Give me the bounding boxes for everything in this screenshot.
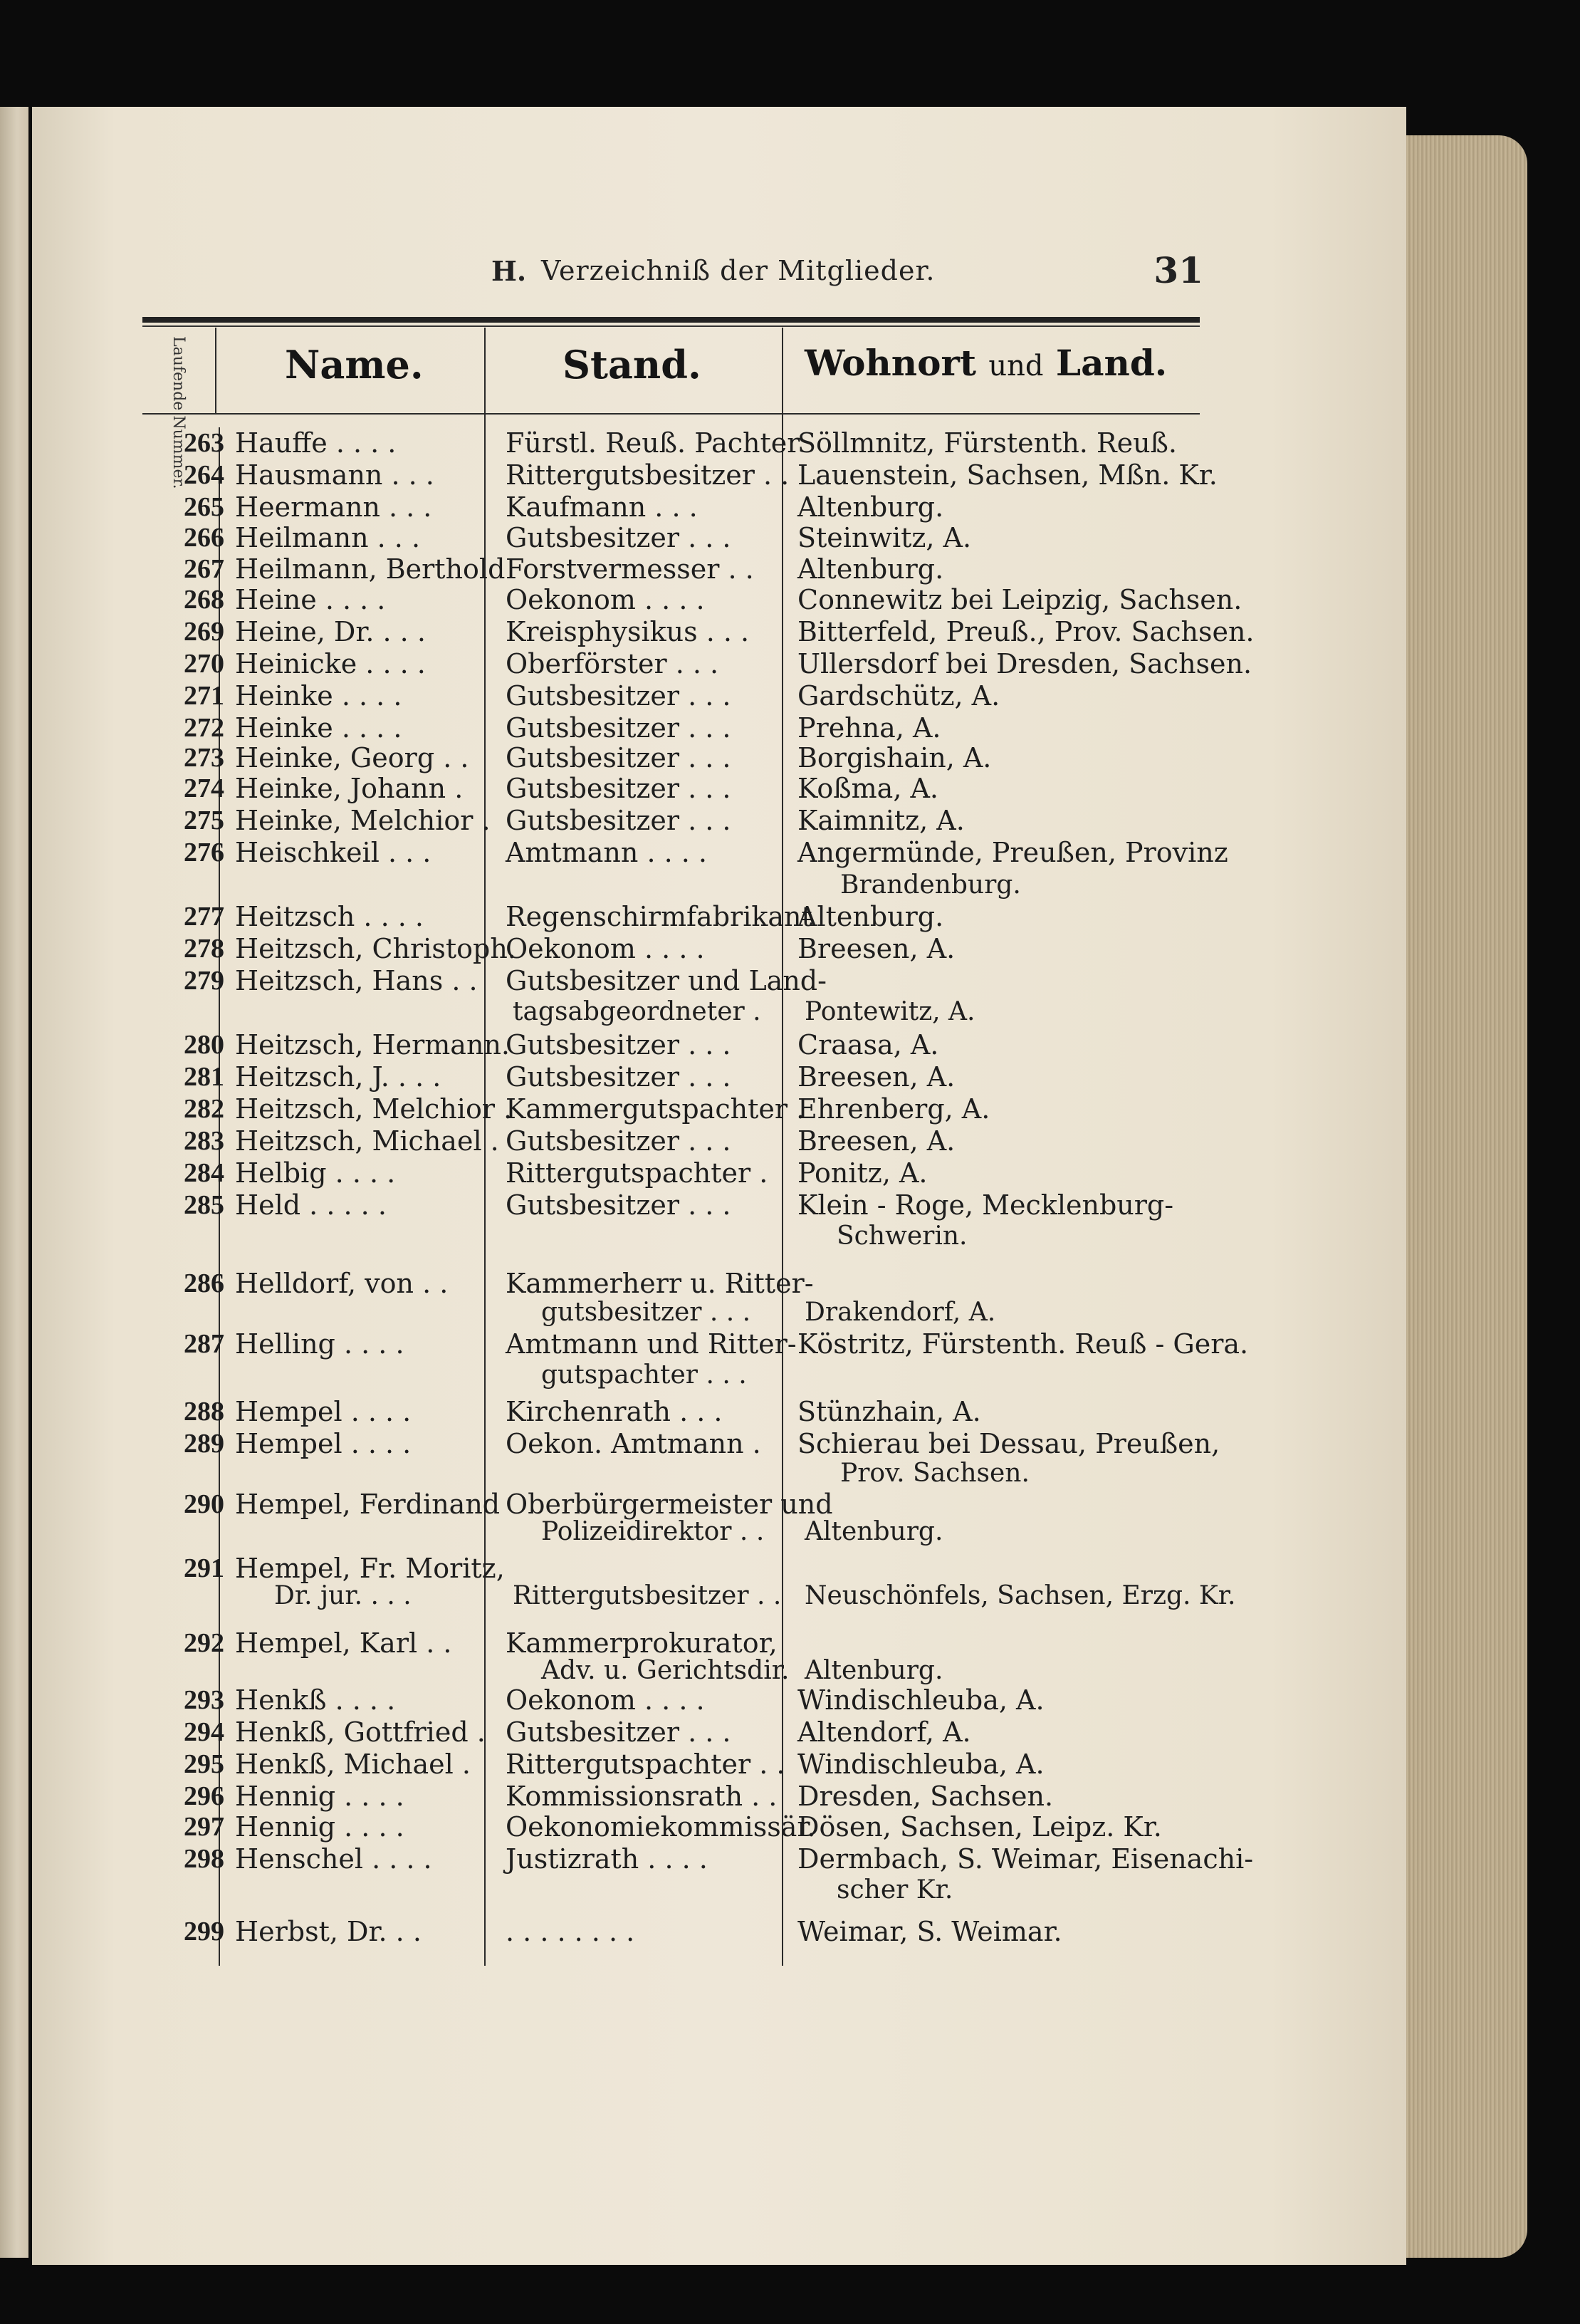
member-stand: Gutsbesitzer . . . — [506, 1029, 731, 1061]
page-number: 31 — [1153, 249, 1203, 291]
member-stand: Oekonom . . . . — [506, 584, 705, 615]
row-number: 292 — [184, 1628, 224, 1658]
member-residence: Ponitz, A. — [797, 1157, 928, 1189]
member-name: Heinke . . . . — [235, 712, 402, 744]
member-residence: Dresden, Sachsen. — [797, 1781, 1054, 1812]
member-name: Heinke, Georg . . — [235, 742, 469, 773]
member-name: Heitzsch, J. . . . — [235, 1061, 441, 1093]
row-number: 270 — [184, 649, 224, 679]
row-number: 289 — [184, 1429, 224, 1459]
member-stand: Kammergutspachter . — [506, 1093, 805, 1125]
member-residence: Dösen, Sachsen, Leipz. Kr. — [797, 1811, 1162, 1843]
member-residence: Altendorf, A. — [797, 1716, 971, 1748]
member-name: Henschel . . . . — [235, 1843, 432, 1875]
member-stand: Gutsbesitzer . . . — [506, 680, 731, 712]
row-number: 263 — [184, 428, 224, 458]
continuation-text: Adv. u. Gerichtsdir. — [541, 1656, 790, 1685]
row-number: 277 — [184, 902, 224, 932]
member-name: Helling . . . . — [235, 1328, 404, 1360]
member-name: Hempel, Ferdinand — [235, 1489, 501, 1520]
member-residence: Breesen, A. — [797, 1125, 956, 1157]
member-name: Helbig . . . . — [235, 1157, 396, 1189]
column-header-land: Land. — [1055, 342, 1168, 384]
member-residence: Klein - Roge, Mecklenburg- — [797, 1189, 1174, 1221]
member-residence: Gardschütz, A. — [797, 680, 1000, 712]
continuation-text: Altenburg. — [805, 1517, 943, 1546]
member-name: Herbst, Dr. . . — [235, 1916, 422, 1947]
continuation-text: tagsabgeordneter . — [513, 997, 761, 1026]
member-name: Heinke, Melchior . — [235, 805, 491, 836]
member-stand: Oberbürgermeister und — [506, 1489, 833, 1520]
row-number: 265 — [184, 492, 224, 522]
continuation-text: Dr. jur. . . . — [274, 1581, 412, 1610]
member-name: Heischkeil . . . — [235, 837, 431, 868]
column-header-name: Name. — [285, 342, 424, 387]
member-stand: Rittergutspachter . . — [506, 1749, 785, 1780]
row-number: 296 — [184, 1781, 224, 1811]
continuation-text: Pontewitz, A. — [805, 997, 975, 1026]
member-residence: Altenburg. — [797, 491, 944, 523]
header-title: Verzeichniß der Mitglieder. — [541, 255, 936, 286]
row-number: 287 — [184, 1329, 224, 1359]
member-stand: Kirchenrath . . . — [506, 1396, 723, 1427]
continuation-text: Rittergutsbesitzer . . — [513, 1581, 782, 1610]
member-residence: Ehrenberg, A. — [797, 1093, 990, 1125]
row-number: 281 — [184, 1062, 224, 1092]
member-residence: Schierau bei Dessau, Preußen, — [797, 1428, 1220, 1459]
continuation-text: Neuschönfels, Sachsen, Erzg. Kr. — [805, 1581, 1236, 1610]
member-stand: Regenschirmfabrikant — [506, 901, 812, 932]
member-stand: Gutsbesitzer . . . — [506, 742, 731, 773]
member-residence: Breesen, A. — [797, 933, 956, 964]
member-name: Hennig . . . . — [235, 1811, 404, 1843]
divider-number — [215, 328, 216, 413]
row-number: 288 — [184, 1397, 224, 1427]
column-header-stand: Stand. — [563, 342, 701, 387]
member-stand: Kommissionsrath . . — [506, 1781, 778, 1812]
member-residence: Weimar, S. Weimar. — [797, 1916, 1062, 1947]
member-stand: Kaufmann . . . — [506, 491, 698, 523]
member-name: Heitzsch, Michael . — [235, 1125, 499, 1157]
member-residence: Stünzhain, A. — [797, 1396, 981, 1427]
member-stand: Kammerprokurator, — [506, 1627, 778, 1659]
member-name: Hempel . . . . — [235, 1396, 412, 1427]
row-number: 291 — [184, 1553, 224, 1583]
row-number: 272 — [184, 713, 224, 743]
member-stand: . . . . . . . . — [506, 1916, 635, 1947]
member-residence: Borgishain, A. — [797, 742, 992, 773]
member-residence: Steinwitz, A. — [797, 522, 972, 553]
member-name: Heinke, Johann . — [235, 773, 464, 804]
row-number: 280 — [184, 1030, 224, 1060]
member-name: Henkß . . . . — [235, 1684, 396, 1716]
row-number: 285 — [184, 1190, 224, 1220]
member-stand: Gutsbesitzer . . . — [506, 1061, 731, 1093]
column-header-number — [142, 335, 214, 413]
row-number: 298 — [184, 1844, 224, 1874]
member-residence: Bitterfeld, Preuß., Prov. Sachsen. — [797, 616, 1255, 647]
member-stand: Gutsbesitzer . . . — [506, 1125, 731, 1157]
row-number: 264 — [184, 460, 224, 490]
member-name: Heilmann, Berthold — [235, 553, 506, 585]
row-number: 286 — [184, 1268, 224, 1298]
member-name: Hauffe . . . . — [235, 427, 397, 459]
member-name: Henkß, Gottfried . — [235, 1716, 486, 1748]
row-number: 266 — [184, 523, 224, 553]
member-stand: Gutsbesitzer . . . — [506, 712, 731, 744]
member-residence: Kaimnitz, A. — [797, 805, 965, 836]
row-number: 283 — [184, 1126, 224, 1156]
row-number: 284 — [184, 1158, 224, 1188]
row-number: 273 — [184, 743, 224, 773]
member-name: Heitzsch, Hans . . — [235, 965, 478, 996]
member-name: Heinke . . . . — [235, 680, 402, 712]
column-header-wohnort-word: Wohnort — [805, 342, 976, 384]
continuation-text: Schwerin. — [837, 1221, 968, 1251]
member-name: Heilmann . . . — [235, 522, 421, 553]
continuation-text: gutspachter . . . — [541, 1360, 747, 1390]
member-residence: Koßma, A. — [797, 773, 938, 804]
facing-page-edge — [0, 107, 28, 2258]
row-number: 297 — [184, 1812, 224, 1842]
member-residence: Köstritz, Fürstenth. Reuß - Gera. — [797, 1328, 1249, 1360]
member-stand: Oekonom . . . . — [506, 933, 705, 964]
page-block-edge — [1406, 135, 1527, 2258]
row-number: 294 — [184, 1717, 224, 1747]
member-name: Hempel . . . . — [235, 1428, 412, 1459]
member-name: Heermann . . . — [235, 491, 432, 523]
member-name: Heitzsch, Christoph. — [235, 933, 516, 964]
row-number: 278 — [184, 934, 224, 964]
row-number: 276 — [184, 838, 224, 867]
member-stand: Kreisphysikus . . . — [506, 616, 750, 647]
member-name: Hennig . . . . — [235, 1781, 404, 1812]
member-stand: Amtmann . . . . — [506, 837, 708, 868]
continuation-text: gutsbesitzer . . . — [541, 1298, 751, 1327]
member-stand: Rittergutspachter . — [506, 1157, 768, 1189]
member-residence: Breesen, A. — [797, 1061, 956, 1093]
member-residence: Prehna, A. — [797, 712, 941, 744]
divider-stand — [782, 328, 783, 1966]
row-number: 274 — [184, 773, 224, 803]
member-stand: Oekonom . . . . — [506, 1684, 705, 1716]
running-header — [491, 249, 1203, 292]
member-stand: Gutsbesitzer . . . — [506, 1716, 731, 1748]
member-stand: Gutsbesitzer . . . — [506, 805, 731, 836]
member-name: Heitzsch, Hermann. — [235, 1029, 510, 1061]
continuation-text: Brandenburg. — [840, 870, 1021, 900]
member-residence: Altenburg. — [797, 901, 944, 932]
member-residence: Connewitz bei Leipzig, Sachsen. — [797, 584, 1242, 615]
member-stand: Amtmann und Ritter- — [506, 1328, 797, 1360]
member-stand: Oekon. Amtmann . — [506, 1428, 761, 1459]
member-name: Held . . . . . — [235, 1189, 387, 1221]
row-number: 299 — [184, 1917, 224, 1947]
row-number: 275 — [184, 806, 224, 835]
continuation-text: Drakendorf, A. — [805, 1298, 996, 1327]
row-number: 295 — [184, 1749, 224, 1779]
row-number: 269 — [184, 617, 224, 647]
row-number: 267 — [184, 554, 224, 584]
member-residence: Söllmnitz, Fürstenth. Reuß. — [797, 427, 1178, 459]
row-number: 293 — [184, 1685, 224, 1715]
member-stand: Oekonomiekommissär. — [506, 1811, 816, 1843]
member-stand: Gutsbesitzer . . . — [506, 773, 731, 804]
row-number: 282 — [184, 1094, 224, 1124]
member-name: Hempel, Karl . . — [235, 1627, 452, 1659]
continuation-text: Altenburg. — [805, 1656, 943, 1685]
member-residence: Craasa, A. — [797, 1029, 939, 1061]
member-residence: Altenburg. — [797, 553, 944, 585]
column-header-und: und — [988, 350, 1044, 382]
row-number: 279 — [184, 966, 224, 996]
member-stand: Rittergutsbesitzer . . — [506, 459, 790, 491]
member-name: Henkß, Michael . — [235, 1749, 471, 1780]
member-residence: Dermbach, S. Weimar, Eisenachi- — [797, 1843, 1254, 1875]
member-name: Heitzsch, Melchior . — [235, 1093, 513, 1125]
section-label: H. — [491, 255, 527, 287]
member-residence: Ullersdorf bei Dresden, Sachsen. — [797, 648, 1252, 679]
member-stand: Gutsbesitzer . . . — [506, 1189, 731, 1221]
continuation-text: Polizeidirektor . . — [541, 1517, 765, 1546]
top-rule-thin — [142, 325, 1200, 327]
top-rule — [142, 317, 1200, 323]
member-stand: Fürstl. Reuß. Pachter — [506, 427, 800, 459]
member-stand: Forstvermesser . . — [506, 553, 754, 585]
member-stand: Gutsbesitzer . . . — [506, 522, 731, 553]
member-stand: Oberförster . . . — [506, 648, 719, 679]
member-residence: Lauenstein, Sachsen, Mßn. Kr. — [797, 459, 1218, 491]
member-name: Hausmann . . . — [235, 459, 434, 491]
member-residence: Angermünde, Preußen, Provinz — [797, 837, 1228, 868]
row-number: 271 — [184, 681, 224, 711]
continuation-text: scher Kr. — [837, 1875, 953, 1904]
member-residence: Windischleuba, A. — [797, 1749, 1045, 1780]
continuation-text: Prov. Sachsen. — [840, 1459, 1030, 1488]
row-number: 268 — [184, 585, 224, 615]
member-name: Heine, Dr. . . . — [235, 616, 426, 647]
member-stand: Kammerherr u. Ritter- — [506, 1268, 814, 1299]
member-residence: Windischleuba, A. — [797, 1684, 1045, 1716]
member-name: Heitzsch . . . . — [235, 901, 424, 932]
header-bottom-rule — [142, 413, 1200, 415]
row-number: 290 — [184, 1489, 224, 1519]
member-stand: Gutsbesitzer und Land- — [506, 965, 827, 996]
member-name: Heinicke . . . . — [235, 648, 426, 679]
member-name: Heine . . . . — [235, 584, 386, 615]
column-header-wohnort — [805, 342, 1167, 384]
member-name: Hempel, Fr. Moritz, — [235, 1553, 505, 1584]
member-stand: Justizrath . . . . — [506, 1843, 708, 1875]
member-name: Helldorf, von . . — [235, 1268, 449, 1299]
